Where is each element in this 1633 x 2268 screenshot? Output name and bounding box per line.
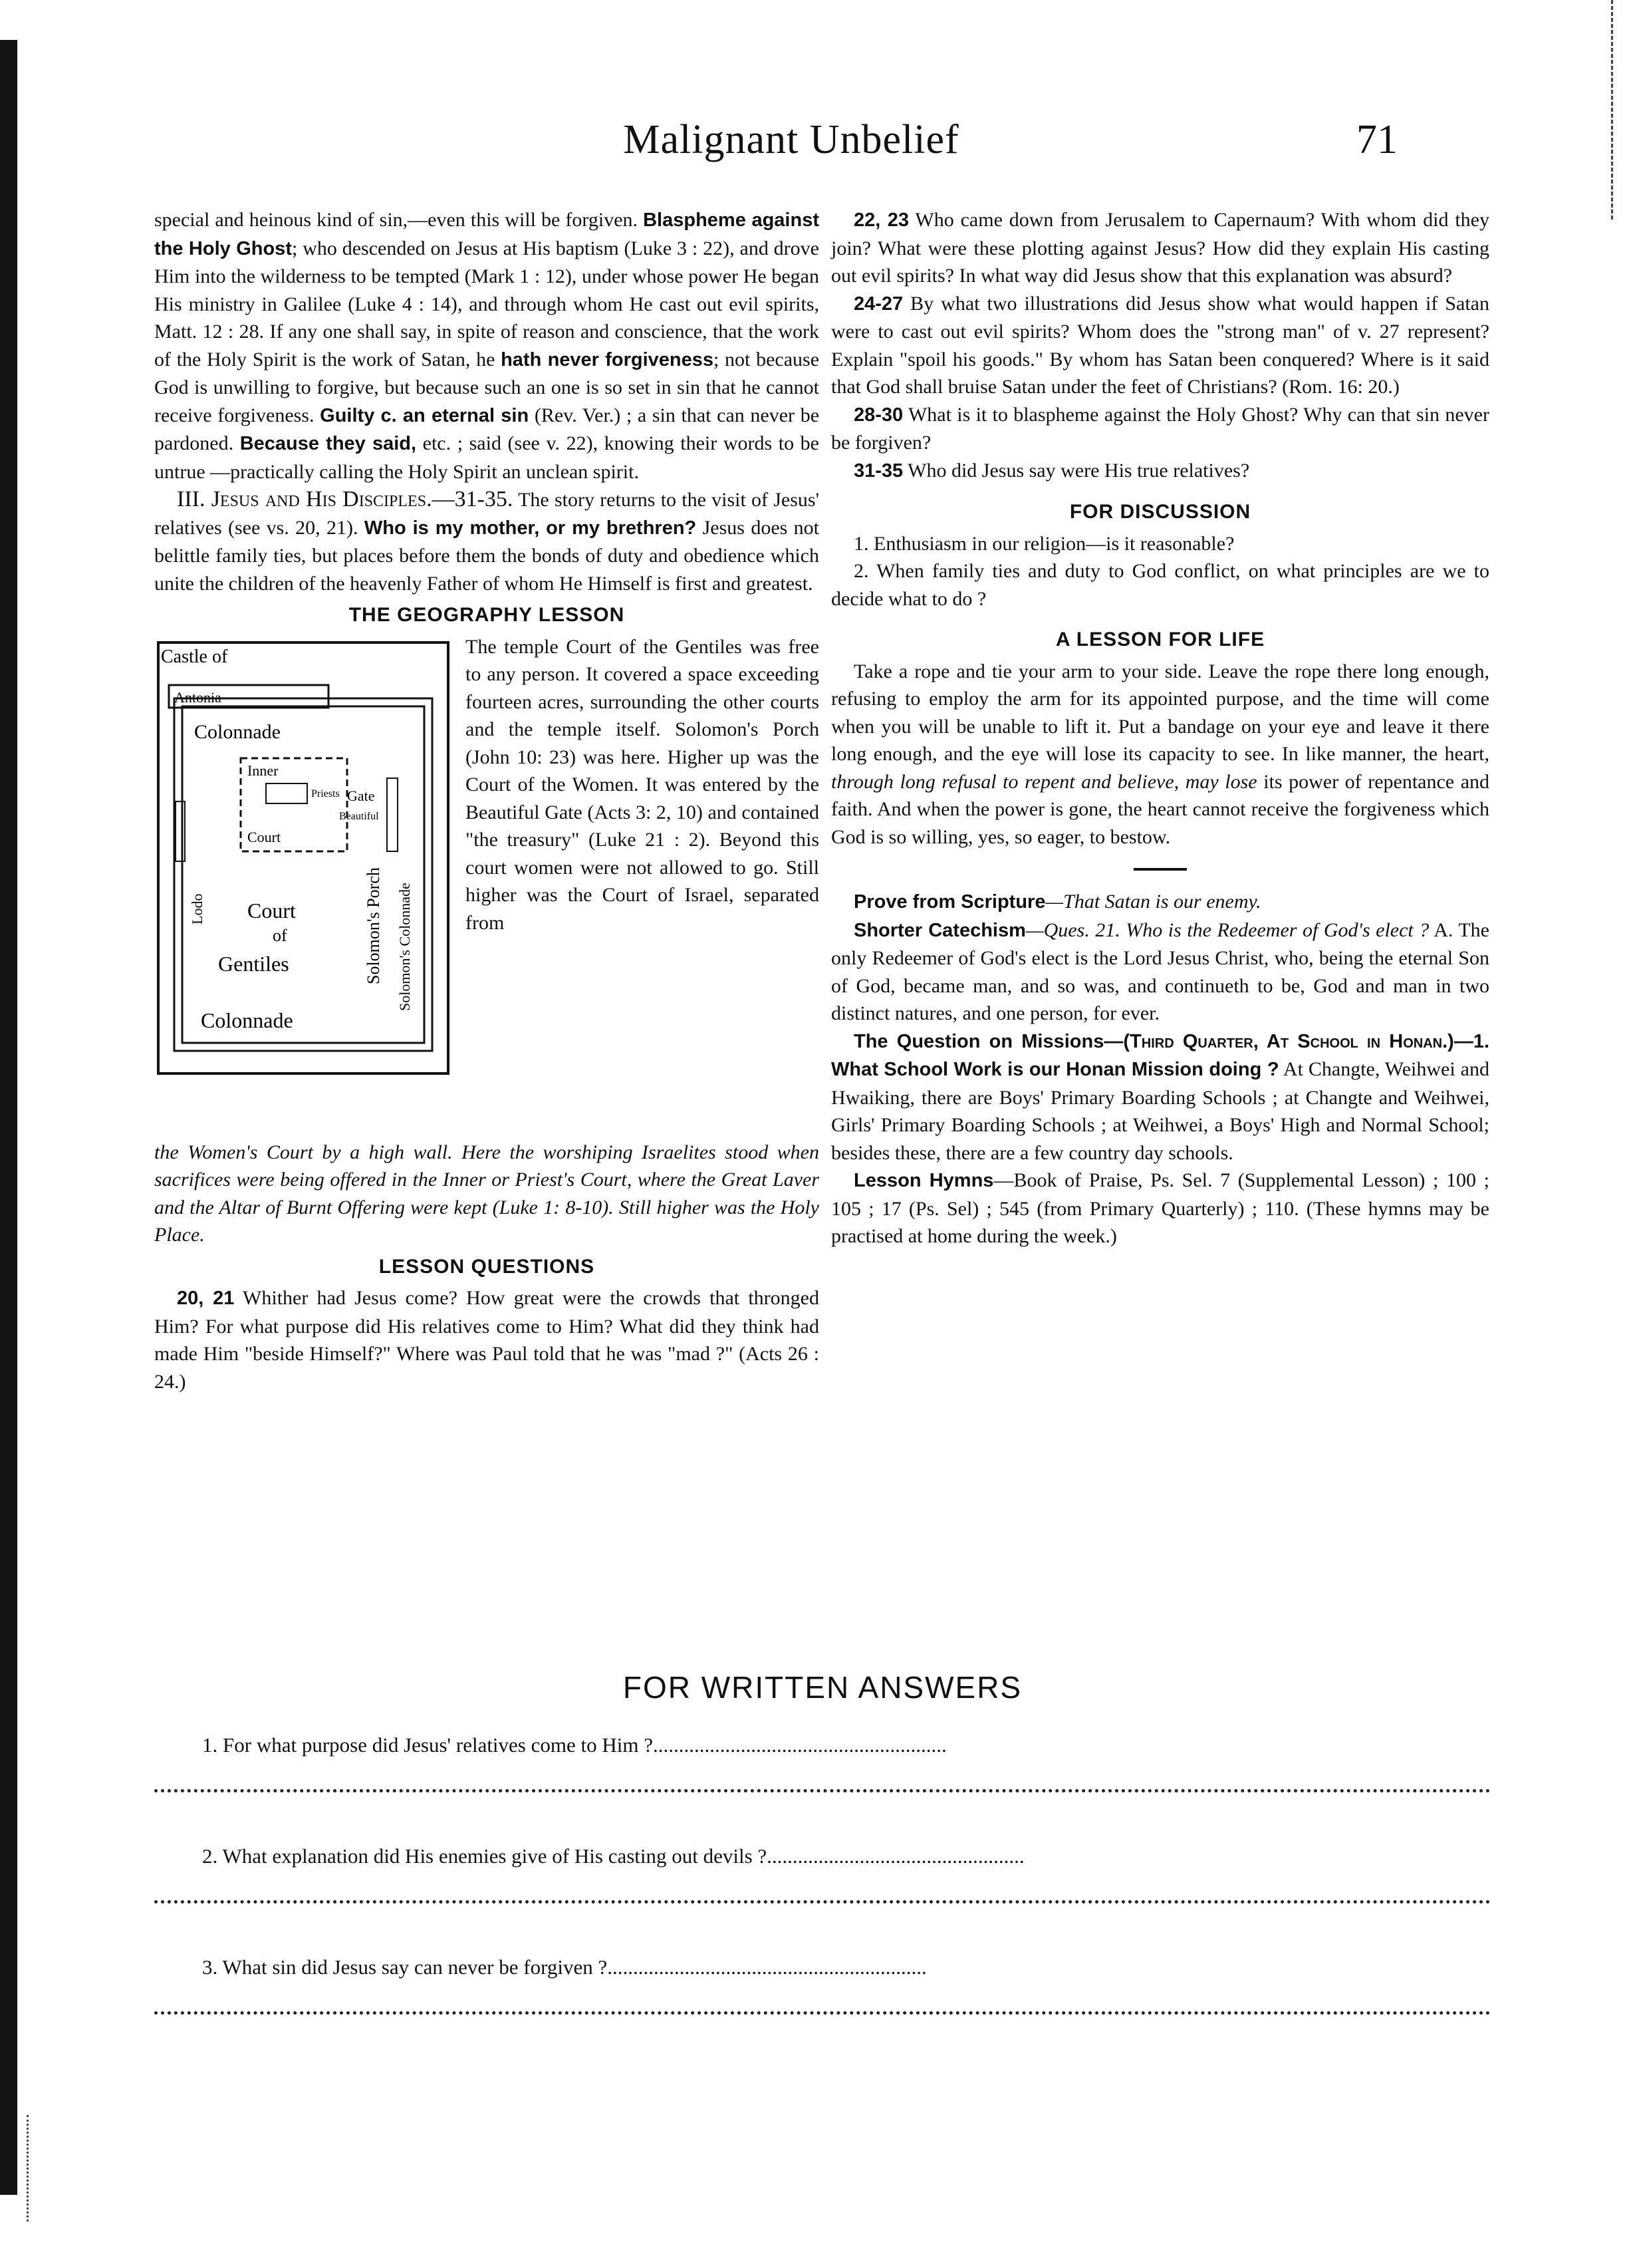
- beautiful-gate: [387, 778, 398, 851]
- question-31-35: 31-35 Who did Jesus say were His true relatives?: [854, 459, 1250, 482]
- left-column: [154, 206, 819, 1395]
- divider: [1134, 868, 1187, 871]
- written-answers-title: FOR WRITTEN ANSWERS: [622, 1670, 1023, 1705]
- missions-question: The Question on Missions—(Third Quarter, At School in Honan.)—1. What School Work is our Honan Mission doing ? At Changte, Weihwei and Hwaiking, there are Boys' Primary Boarding Schools ; at Changte and Weihwei, Girls' Primary Boarding Schools ; at Weihwei, a Boys' High and Normal School; besides these, there are a few country day schools.: [831, 1030, 1489, 1164]
- map-label-solomons-porch: Solomon's Porch: [364, 867, 383, 984]
- map-label-gentiles: Gentiles: [218, 951, 289, 976]
- map-label-antonia: Antonia: [174, 688, 221, 706]
- written-answers-section: [154, 1669, 1491, 2064]
- lesson-hymns: Lesson Hymns—Book of Praise, Ps. Sel. 7 (Supplemental Lesson) ; 100 ; 105 ; 17 (Ps. Sel) ; 545 (from Primary Quarterly) ; 110. (These hymns may be practised at home during the week.): [831, 1169, 1489, 1247]
- book-spine-shadow: [0, 40, 17, 2195]
- lesson-for-life-text: Take a rope and tie your arm to your side. Leave the rope there long enough, refusing to employ the arm for its appointed purpose, and the time will come when you will be unable to lift it. Put a bandage on your eye and leave it there long enough, and the eye will lose its capacity to see. In like manner, the heart, through long refusal to repent and believe, may lose its power of repentance and faith. And when the power is gone, the heart cannot receive the forgiveness which God is so willing, yes, so eager, to bestow.: [831, 660, 1490, 848]
- page-header: [0, 103, 1633, 176]
- shorter-catechism: Shorter Catechism—Ques. 21. Who is the Redeemer of God's elect ? A. The only Redeemer of God's elect is the Lord Jesus Christ, who, being the eternal Son of God, became man, and so was, and continueth to be, God and man in two distinct natures, and one person, for ever.: [831, 919, 1489, 1024]
- written-question-3-text: 3. What sin did Jesus say can never be forgiven ?: [202, 1955, 608, 1979]
- written-question-3: 3. What sin did Jesus say can never be forgiven ?..............................................................: [154, 1953, 1491, 2015]
- map-label-of: of: [273, 925, 287, 945]
- written-question-2: 2. What explanation did His enemies give of His casting out devils ?..................................................: [154, 1842, 1491, 1904]
- scan-artifact: [27, 2115, 34, 2221]
- map-label-court: Court: [247, 898, 296, 922]
- map-label-left-side: Lodo: [189, 893, 205, 924]
- page-number: 71: [1356, 117, 1398, 162]
- map-label-colonnade-top: Colonnade: [194, 720, 281, 743]
- lesson-questions-heading: LESSON QUESTIONS: [378, 1255, 595, 1278]
- question-22-23: 22, 23 Who came down from Jerusalem to Capernaum? With whom did they join? What were these plotting against Jesus? How did they explain His casting out evil spirits? In what way did Jesus show that this explanation was absurd?: [831, 209, 1489, 287]
- answer-line-2[interactable]: [154, 1871, 1491, 1904]
- written-question-2-text: 2. What explanation did His enemies give of His casting out devils ?: [202, 1844, 767, 1868]
- map-label-solomons-colonnade: Solomon's Colonnade: [396, 882, 413, 1011]
- map-label-colonnade-bottom: Colonnade: [201, 1008, 293, 1032]
- lesson-for-life-heading: A LESSON FOR LIFE: [1055, 629, 1265, 650]
- running-title: Malignant Unbelief: [623, 117, 959, 162]
- prove-from-scripture: Prove from Scripture—That Satan is our enemy.: [854, 891, 1261, 913]
- inner-colonnade-outline: [182, 706, 424, 1043]
- written-question-1: 1. For what purpose did Jesus' relatives come to Him ?.........................................................: [154, 1731, 1491, 1792]
- map-label-beautiful: Beautiful: [339, 810, 379, 822]
- question-24-27: 24-27 By what two illustrations did Jesus show what would happen if Satan were to cast out evil spirits? Whom does the "strong man" of v. 27 represent? Explain "spoil his goods." By whom has Satan been conquered? Where is it said that God shall bruise Satan under the feet of Christians? (Rom. 16: 20.): [831, 292, 1489, 398]
- right-column: [831, 206, 1489, 1250]
- map-label-inner: Inner: [247, 762, 279, 779]
- discussion-item-2: 2. When family ties and duty to God conflict, on what principles are we to decide what to do ?: [831, 560, 1489, 610]
- discussion-item-1: 1. Enthusiasm in our religion—is it reasonable?: [854, 532, 1235, 555]
- blasphemy-paragraph: special and heinous kind of sin,—even this will be forgiven. Blaspheme against the Holy Ghost; who descended on Jesus at His baptism (Luke 3 : 22), and drove Him into the wilderness to be tempted (Mark 1 : 12), under whose power He began His ministry in Galilee (Luke 4 : 14), and through whom He cast out evil spirits, Matt. 12 : 28. If any one shall say, in spite of reason and conscience, that the work of the Holy Spirit is the work of Satan, he hath never forgiveness; not because God is unwilling to forgive, but because such an one is so set in sin that he cannot receive forgiveness. Guilty c. an eternal sin (Rev. Ver.) ; a sin that can never be pardoned. Because they said, etc. ; said (see v. 22), knowing their words to be untrue —practically calling the Holy Spirit an unclean spirit.: [154, 209, 820, 483]
- discussion-heading: FOR DISCUSSION: [1069, 501, 1251, 523]
- answer-line-1[interactable]: [154, 1760, 1491, 1792]
- holy-place: [266, 783, 307, 803]
- geography-section: [154, 633, 819, 1139]
- section-three-paragraph: III. Jesus and His Disciples.—31-35. The story returns to the visit of Jesus' relatives (see vs. 20, 21). Who is my mother, or my brethren? Jesus does not belittle family ties, but places before them the bonds of duty and obedience which unite the children of the heavenly Father of whom He Himself is first and greatest.: [154, 487, 820, 595]
- left-gate: [176, 801, 185, 861]
- lesson-question-20-21: 20, 21 Whither had Jesus come? How great were the crowds that thronged Him? For what purpose did His relatives come to Him? What did they think had made Him "beside Himself?" Where was Paul told that he was "mad ?" (Acts 26 : 24.): [154, 1287, 819, 1393]
- map-label-gate: Gate: [347, 787, 375, 804]
- temple-map: [154, 638, 452, 1077]
- question-28-30: 28-30 What is it to blaspheme against the Holy Ghost? Why can that sin never be forgiven?: [831, 403, 1489, 454]
- geography-text: The temple Court of the Gentiles was free to any person. It covered a space exceeding fourteen acres, surrounding the other courts and the temple itself. Solomon's Porch (John 10: 23) was here. Higher up was the Court of the Women. It was entered by the Beautiful Gate (Acts 3: 2, 10) and contained "the treasury" (Luke 21 : 2). Beyond this court women were not allowed to go. Still higher was the Court of Israel, separated from: [465, 635, 819, 934]
- court-of-gentiles-outline: [174, 698, 432, 1051]
- answer-line-3[interactable]: [154, 1982, 1491, 2015]
- section-heading: III. Jesus and His Disciples.—31-35.: [177, 487, 513, 511]
- map-label-court-small: Court: [247, 828, 281, 845]
- geography-continuation: the Women's Court by a high wall. Here the worshiping Israelites stood when sacrifices were being offered in the Inner or Priest's Court, where the Great Laver and the Altar of Burnt Offering were kept (Luke 1: 8-10). Still higher was the Holy Place.: [154, 1141, 819, 1246]
- map-label-castle: Castle of: [161, 646, 228, 667]
- geography-heading: THE GEOGRAPHY LESSON: [348, 604, 625, 626]
- map-label-priests: Priests: [311, 787, 340, 799]
- written-question-1-text: 1. For what purpose did Jesus' relatives come to Him ?: [202, 1733, 653, 1757]
